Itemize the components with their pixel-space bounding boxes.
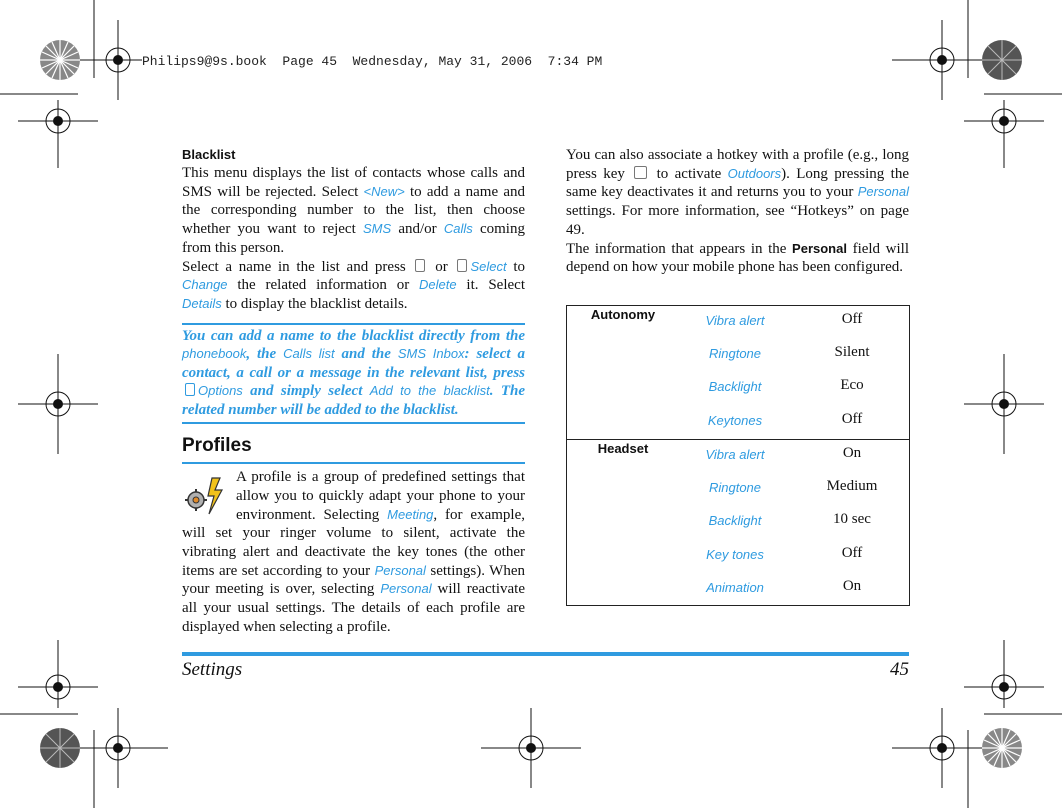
personal-keyword: Personal xyxy=(374,562,426,578)
table-row: Vibra alert On xyxy=(705,445,862,462)
blacklist-heading: Blacklist xyxy=(182,147,236,162)
table-row: Ringtone Medium xyxy=(708,478,878,495)
profiles-paragraph: A profile is a group of predefined settings that allow you to quickly adapt your phone to your environment. Selecting Meeting, for example, will set your ringer volume to silent, activate the vibrating alert and deactivate the key tones (the other items are set according to your Personal settings). When your meeting is over, selecting Personal will reactivate all your usual settings. The details of each profile are displayed when selecting a profile. xyxy=(182,469,525,635)
left-column xyxy=(182,146,525,636)
profile-settings-table xyxy=(566,305,910,606)
new-keyword: <New> xyxy=(363,183,405,199)
blacklist-note: You can add a name to the blacklist directly from the phonebook, the Calls list and the SMS Inbox: select a contact, a call or a message in the relevant list, press Options and simply select Add to the blacklist. The related number will be added to the blacklist. xyxy=(182,323,525,425)
autonomy-label: Autonomy xyxy=(590,307,656,322)
left-softkey-icon xyxy=(457,259,467,272)
headset-label: Headset xyxy=(597,441,649,456)
personal-keyword-2: Personal xyxy=(380,581,432,597)
sms-keyword: SMS xyxy=(362,221,392,237)
select-paragraph: Select a name in the list and press or Select to Change the related information or Delete it. Select Details to display the blacklist details. xyxy=(182,258,525,312)
crosshair-left-lower xyxy=(18,640,98,708)
footer-section-title: Settings xyxy=(182,659,243,680)
table-row: Vibra alert Off xyxy=(705,311,863,328)
crosshair-right-lower xyxy=(964,640,1044,708)
blacklist-paragraph: This menu displays the list of contacts whose calls and SMS will be rejected. Select <New> to add a name and the corresponding number to the list, then choose whether you want to reject SMS and/or Calls coming from this person. xyxy=(182,165,525,256)
personal-field-label: Personal xyxy=(792,240,847,256)
table-row: Animation On xyxy=(706,578,862,595)
personal-keyword-3: Personal xyxy=(857,184,909,200)
profile-gear-lightning-icon xyxy=(182,476,230,516)
table-row: Key tones Off xyxy=(706,545,863,562)
table-row: Backlight Eco xyxy=(708,377,864,394)
table-row: Ringtone Silent xyxy=(708,344,870,361)
page-number: 45 xyxy=(890,659,909,680)
crosshair-left-upper xyxy=(18,100,98,168)
starburst-top-left xyxy=(40,40,80,80)
outdoors-keyword: Outdoors xyxy=(727,165,782,181)
right-column xyxy=(566,146,909,277)
change-keyword: Change xyxy=(182,277,228,293)
starburst-top-right xyxy=(982,40,1022,80)
hotkey-paragraph: You can also associate a hotkey with a profile (e.g., long press key to activate Outdoors). Long pressing the same key deactivates it and returns you to your Personal settings. For more information, see “Hotkeys” on page 49. xyxy=(566,147,909,238)
ok-key-icon xyxy=(415,259,425,272)
info-paragraph: The information that appears in the Personal field will depend on how your mobile phone has been configured. xyxy=(566,240,909,276)
hotkey-icon xyxy=(634,166,647,179)
calls-keyword: Calls xyxy=(443,221,473,237)
starburst-bottom-left xyxy=(40,728,80,768)
profiles-heading: Profiles xyxy=(182,434,525,464)
delete-keyword: Delete xyxy=(419,277,457,293)
select-keyword: Select xyxy=(470,258,507,274)
table-row: Backlight 10 sec xyxy=(708,511,871,528)
starburst-bottom-right xyxy=(982,728,1022,768)
print-header: Philips9@9s.book Page 45 Wednesday, May 31, 2006 7:34 PM xyxy=(142,54,603,69)
meeting-keyword: Meeting xyxy=(387,506,434,522)
footer-rule xyxy=(182,652,909,656)
softkey-icon xyxy=(185,383,195,396)
details-keyword: Details xyxy=(182,295,222,311)
crosshair-right-upper xyxy=(964,100,1044,168)
table-row: Keytones Off xyxy=(707,411,863,428)
